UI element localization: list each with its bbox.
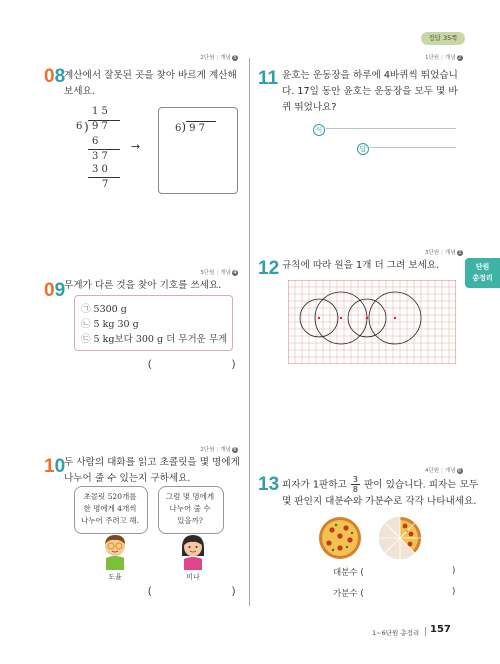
q10-unit-tag: 2단원 | 개념 6 — [200, 446, 237, 453]
q8-box-division: 6) 9 7 — [175, 120, 205, 134]
q13-text-a: 피자가 1판하고 — [282, 479, 347, 491]
footer-divider — [425, 627, 426, 636]
q11-num-b: 1 — [267, 68, 279, 89]
q9-option-3-mark: ㉢ — [81, 334, 91, 345]
q11-unit-tag: 1단원 | 개념 2 — [425, 54, 462, 61]
q10-bubble2-line1: 그럼 몇 명에게 — [165, 492, 215, 501]
q12-unit: 3단원 — [425, 250, 440, 256]
q9-option-3-text: 5 kg보다 300 g 더 무거운 무게 — [93, 334, 228, 345]
q8-number — [44, 66, 65, 88]
q13-num-a: 1 — [258, 474, 269, 495]
q10-question: 두 사람의 대화를 읽고 초콜릿을 몇 명에게 나누어 줄 수 있는지 구하세요. — [64, 457, 240, 484]
q12-number — [258, 258, 279, 280]
q12-num-a: 1 — [258, 258, 269, 279]
q9-num-a: 0 — [44, 280, 55, 301]
q12-center-4 — [394, 317, 396, 319]
footer-section: 1~6단원 총정리 — [372, 629, 420, 637]
column-divider — [249, 58, 250, 606]
page-number: 157 — [430, 624, 451, 635]
q13-improper-close: ) — [452, 587, 456, 597]
q10-bubble2-line3: 있을까? — [177, 516, 203, 525]
q13-text-b: 판이 있습니다. 피자는 모두 — [363, 479, 479, 491]
q12-question: 규칙에 따라 원을 1개 더 그려 보세요. — [282, 260, 440, 271]
q11-concept: 개념 — [445, 55, 456, 61]
q9-answer-open[interactable]: ( — [148, 359, 152, 370]
q10-bubble1-line3: 나누어 주려고 해. — [81, 516, 139, 525]
q10-num-a: 1 — [44, 456, 55, 477]
side-tab-line2: 총정리 — [472, 274, 493, 282]
q8-step2: 3 7 — [92, 151, 108, 162]
q12-concept: 개념 — [445, 250, 456, 256]
q9-number — [44, 280, 65, 302]
q8-divisor: 6 — [76, 121, 83, 132]
q11-number — [258, 68, 278, 90]
q10-girl-illustration — [178, 534, 208, 570]
q13-improper-label: 가분수 ( — [333, 589, 364, 599]
q13-concept: 개념 — [445, 468, 456, 474]
q13-improper-row[interactable] — [333, 587, 458, 599]
q8-unit-tag: 2단원 | 개념 5 — [200, 54, 237, 61]
q11-formula-line — [326, 128, 456, 129]
q8-arrow: → — [131, 140, 141, 153]
q10-answer-close: ) — [232, 586, 236, 597]
q11-answer-label: 답 — [357, 143, 369, 155]
q11-answer-line — [370, 147, 456, 148]
q8-concept-num: 5 — [233, 54, 237, 61]
q8-division-work — [76, 106, 136, 196]
q13-num-b: 3 — [268, 474, 280, 495]
q10-bubble1-line1: 초콜릿 520개를 — [83, 492, 137, 501]
q11-num-a: 1 — [258, 68, 268, 89]
q9-option-2-mark: ㉡ — [81, 319, 91, 330]
q13-concept-num: 6 — [458, 467, 462, 474]
q8-dividend: 9 7 — [92, 121, 108, 132]
q10-bubble2-line2: 나누어 줄 수 — [169, 504, 211, 513]
q13-unit: 4단원 — [425, 468, 440, 474]
q8-line2 — [88, 177, 120, 178]
q10-boy-illustration — [100, 534, 130, 570]
q11-unit: 1단원 — [425, 55, 440, 61]
q9-concept: 개념 — [220, 270, 231, 276]
q9-option-1-mark: ㉠ — [81, 304, 91, 315]
q12-concept-num: 3 — [458, 249, 462, 256]
q8-step3: 3 0 — [92, 164, 108, 175]
q12-center-2 — [340, 317, 342, 319]
q8-num-a: 0 — [44, 66, 55, 87]
q9-option-1 — [81, 301, 127, 315]
q12-unit-tag: 3단원 | 개념 3 — [425, 249, 462, 256]
q8-box-divisor: 6 — [175, 123, 182, 134]
q9-unit: 5단원 — [200, 270, 215, 276]
q10-bubble1-text — [74, 491, 146, 527]
q13-number — [258, 474, 279, 496]
q10-number — [44, 456, 65, 478]
q13-fraction — [351, 475, 360, 494]
q12-num-b: 2 — [268, 258, 280, 279]
q9-option-3 — [81, 331, 227, 345]
q13-pizza-partial — [378, 516, 422, 560]
q8-concept: 개념 — [220, 55, 231, 61]
q9-option-2 — [81, 316, 139, 330]
q8-line1 — [88, 149, 120, 150]
q8-quotient: 1 5 — [92, 106, 108, 117]
q13-question-line1 — [282, 475, 479, 494]
q8-unit: 2단원 — [200, 55, 215, 61]
q9-question: 무게가 다른 것을 찾아 기호를 쓰세요. — [64, 280, 222, 291]
q10-unit: 2단원 — [200, 447, 215, 453]
q13-mixed-label: 대분수 ( — [333, 568, 364, 578]
q13-pizza-whole — [318, 516, 362, 560]
q13-unit-tag: 4단원 | 개념 6 — [425, 467, 462, 474]
q10-concept: 개념 — [220, 447, 231, 453]
q10-name-boy: 도율 — [108, 573, 122, 581]
q12-grid-diagram[interactable] — [288, 280, 456, 364]
q8-step1: 6 — [92, 136, 99, 147]
q9-concept-num: 4 — [233, 269, 237, 276]
q8-bracket: ) — [84, 120, 89, 134]
q12-center-3 — [366, 317, 368, 319]
q8-question: 계산에서 잘못된 곳을 찾아 바르게 계산해 보세요. — [64, 70, 237, 97]
q11-concept-num: 2 — [458, 54, 462, 61]
q9-answer-close: ) — [232, 359, 236, 370]
q11-formula-label: 식 — [313, 124, 325, 136]
q9-num-b: 9 — [54, 280, 66, 301]
side-tab-line1: 단원 — [475, 263, 490, 271]
q13-mixed-number-row[interactable] — [333, 566, 458, 578]
q10-bubble1-line2: 한 명에게 4개씩 — [83, 504, 137, 513]
answer-page-text: 정답 35쪽 — [428, 34, 458, 42]
q10-concept-num: 6 — [233, 446, 237, 453]
q12-center-1 — [318, 317, 320, 319]
q10-name-girl: 미나 — [186, 573, 200, 581]
q10-num-b: 0 — [54, 456, 66, 477]
q11-question: 윤호는 운동장을 하루에 4바퀴씩 뛰었습니다. 17일 동안 윤호는 운동장을 모두 몇 바퀴 뛰었나요? — [282, 70, 458, 113]
q10-answer-open[interactable]: ( — [148, 586, 152, 597]
q9-option-2-text: 5 kg 30 g — [93, 319, 139, 330]
q13-mixed-close: ) — [452, 566, 456, 576]
q9-option-1-text: 5300 g — [93, 304, 127, 315]
q10-bubble2-text — [158, 491, 222, 527]
q8-box-dividend: 9 7 — [189, 123, 205, 134]
q8-num-b: 8 — [54, 66, 66, 87]
q13-question-line2: 몇 판인지 대분수와 가분수로 각각 나타내세요. — [282, 496, 477, 507]
q8-remainder: 7 — [102, 179, 109, 190]
q9-unit-tag: 5단원 | 개념 4 — [200, 269, 237, 276]
q8-box-bar — [186, 121, 216, 122]
q13-frac-num: 3 — [352, 475, 358, 484]
q13-frac-den: 8 — [352, 485, 358, 494]
